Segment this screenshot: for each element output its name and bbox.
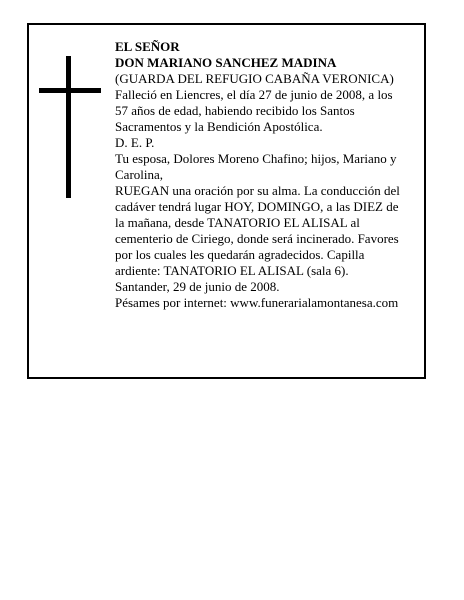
death-details-line-3: Sacramentos y la Bendición Apostólica. <box>115 119 323 134</box>
cross-vertical-bar <box>66 56 71 198</box>
family-line-2: Carolina, <box>115 167 164 182</box>
death-details-line-1: Falleció en Liencres, el día 27 de junio de 2008, a los <box>115 87 393 102</box>
death-details-line-2: 57 años de edad, habiendo recibido los Santos <box>115 103 355 118</box>
deceased-role: (GUARDA DEL REFUGIO CABAÑA VERONICA) <box>115 71 394 86</box>
funeral-details-line-3: la mañana, desde TANATORIO EL ALISAL al <box>115 215 360 230</box>
cross-horizontal-bar <box>39 88 101 93</box>
cross-icon <box>39 56 101 198</box>
condolences-website: Pésames por internet: www.funerarialamontanesa.com <box>115 295 399 310</box>
funeral-details-line-2: cadáver tendrá lugar HOY, DOMINGO, a las DIEZ de <box>115 199 399 214</box>
funeral-details-line-1: RUEGAN una oración por su alma. La conducción del <box>115 183 400 198</box>
funeral-details-line-5: por los cuales les quedarán agradecidos. Capilla <box>115 247 365 262</box>
notice-date: Santander, 29 de junio de 2008. <box>115 279 280 294</box>
rest-in-peace: D. E. P. <box>115 135 155 150</box>
funeral-details-line-6: ardiente: TANATORIO EL ALISAL (sala 6). <box>115 263 349 278</box>
deceased-name: DON MARIANO SANCHEZ MADINA <box>115 55 337 70</box>
funeral-details-line-4: cementerio de Ciriego, donde será incinerado. Favores <box>115 231 399 246</box>
notice-text <box>115 39 418 311</box>
family-line-1: Tu esposa, Dolores Moreno Chafino; hijos, Mariano y <box>115 151 397 166</box>
deceased-title: EL SEÑOR <box>115 39 180 54</box>
obituary-notice <box>27 23 426 379</box>
